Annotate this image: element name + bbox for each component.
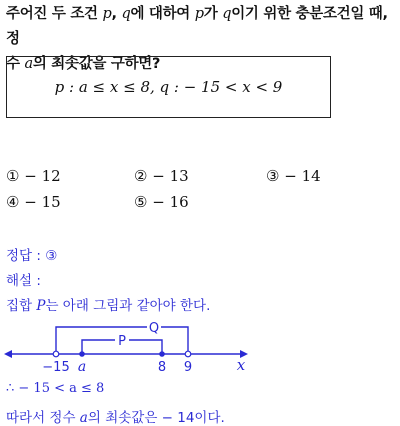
set-q-label: Q xyxy=(148,321,160,336)
question-text: 주어진 두 조건 p, q에 대하여 p가 q이기 위한 충분조건일 때, 정 수 a의 최솟값을 구하면? xyxy=(6,6,388,72)
final-answer-line: 따라서 정수 a의 최솟값은 − 14이다. xyxy=(6,410,225,426)
set-p-label: P xyxy=(118,334,126,349)
choice-2[interactable]: ② − 13 xyxy=(134,167,189,185)
therefore-line: ∴ − 15 < a ≤ 8 xyxy=(6,381,105,396)
point-a-closed xyxy=(79,351,85,357)
point-9-open xyxy=(185,351,191,357)
tick-label-9: 9 xyxy=(183,360,193,374)
tick-label-minus-15: −15 xyxy=(42,360,70,374)
choice-3[interactable]: ③ − 14 xyxy=(266,167,321,185)
axis-var-label: x xyxy=(236,356,246,374)
explanation-line1: 집합 P는 아래 그림과 같아야 한다. xyxy=(6,298,211,314)
number-line-diagram xyxy=(0,318,400,374)
conditions-box xyxy=(6,56,331,118)
explanation-label: 해설 : xyxy=(6,273,41,289)
tick-label-a: a xyxy=(77,359,87,374)
choice-1[interactable]: ① − 12 xyxy=(6,167,61,185)
tick-label-8: 8 xyxy=(157,360,167,374)
conditions-text: p : a ≤ x ≤ 8, q : − 15 < x < 9 xyxy=(54,78,283,96)
axis-left-arrow xyxy=(4,350,12,358)
choice-5[interactable]: ⑤ − 16 xyxy=(134,193,189,211)
choice-4[interactable]: ④ − 15 xyxy=(6,193,61,211)
answer-line: 정답 : ③ xyxy=(6,248,58,264)
point-8-closed xyxy=(159,351,165,357)
point-minus-15-open xyxy=(53,351,59,357)
